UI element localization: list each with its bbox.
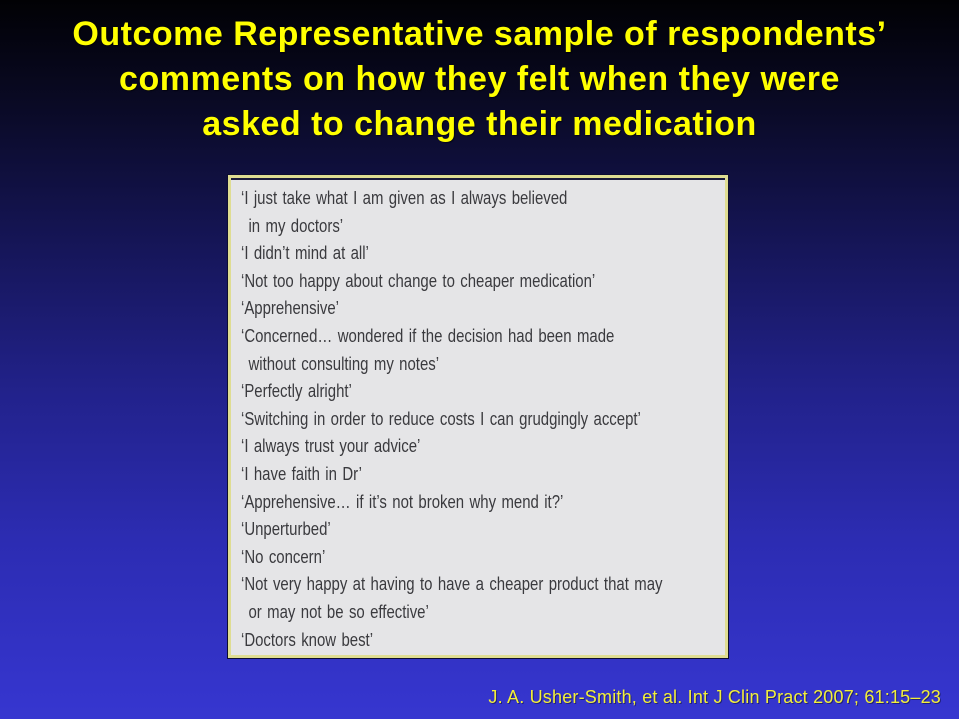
comment-line: ‘Not very happy at having to have a cheaper product that may xyxy=(241,574,663,595)
title-line: Outcome Representative sample of respondents’ xyxy=(72,15,887,53)
comment-line: ‘Concerned… wondered if the decision had been made xyxy=(241,325,615,346)
comment-line: ‘No concern’ xyxy=(241,546,326,567)
comment-line: ‘Perfectly alright’ xyxy=(241,381,352,402)
citation: J. A. Usher-Smith, et al. Int J Clin Pract 2007; 61:15–23 xyxy=(488,687,941,707)
comment-line: ‘Apprehensive’ xyxy=(241,298,340,319)
comments-box xyxy=(228,175,728,658)
comment-line: ‘Doctors know best’ xyxy=(241,629,374,650)
comment-line: ‘Unperturbed’ xyxy=(241,519,331,540)
comment-line: in my doctors’ xyxy=(248,215,344,236)
comment-line: ‘Apprehensive… if it’s not broken why mend it?’ xyxy=(241,491,564,512)
comment-line: ‘I just take what I am given as I always believed xyxy=(241,188,568,208)
comment-line: ‘I have faith in Dr’ xyxy=(241,463,362,484)
comment-line: ‘Switching in order to reduce costs I can grudgingly accept’ xyxy=(241,408,641,429)
table-top-rule xyxy=(231,178,725,180)
comment-line: without consulting my notes’ xyxy=(248,353,440,374)
title-line: asked to change their medication xyxy=(202,105,757,143)
comment-line: ‘Not too happy about change to cheaper medication’ xyxy=(241,270,596,291)
comment-line: or may not be so effective’ xyxy=(248,601,429,622)
comment-line: ‘I didn’t mind at all’ xyxy=(241,243,369,264)
title-line: comments on how they felt when they were xyxy=(119,60,840,98)
comments-lines xyxy=(241,185,717,654)
comment-line: ‘I always trust your advice’ xyxy=(241,436,421,457)
page-title xyxy=(0,12,959,147)
